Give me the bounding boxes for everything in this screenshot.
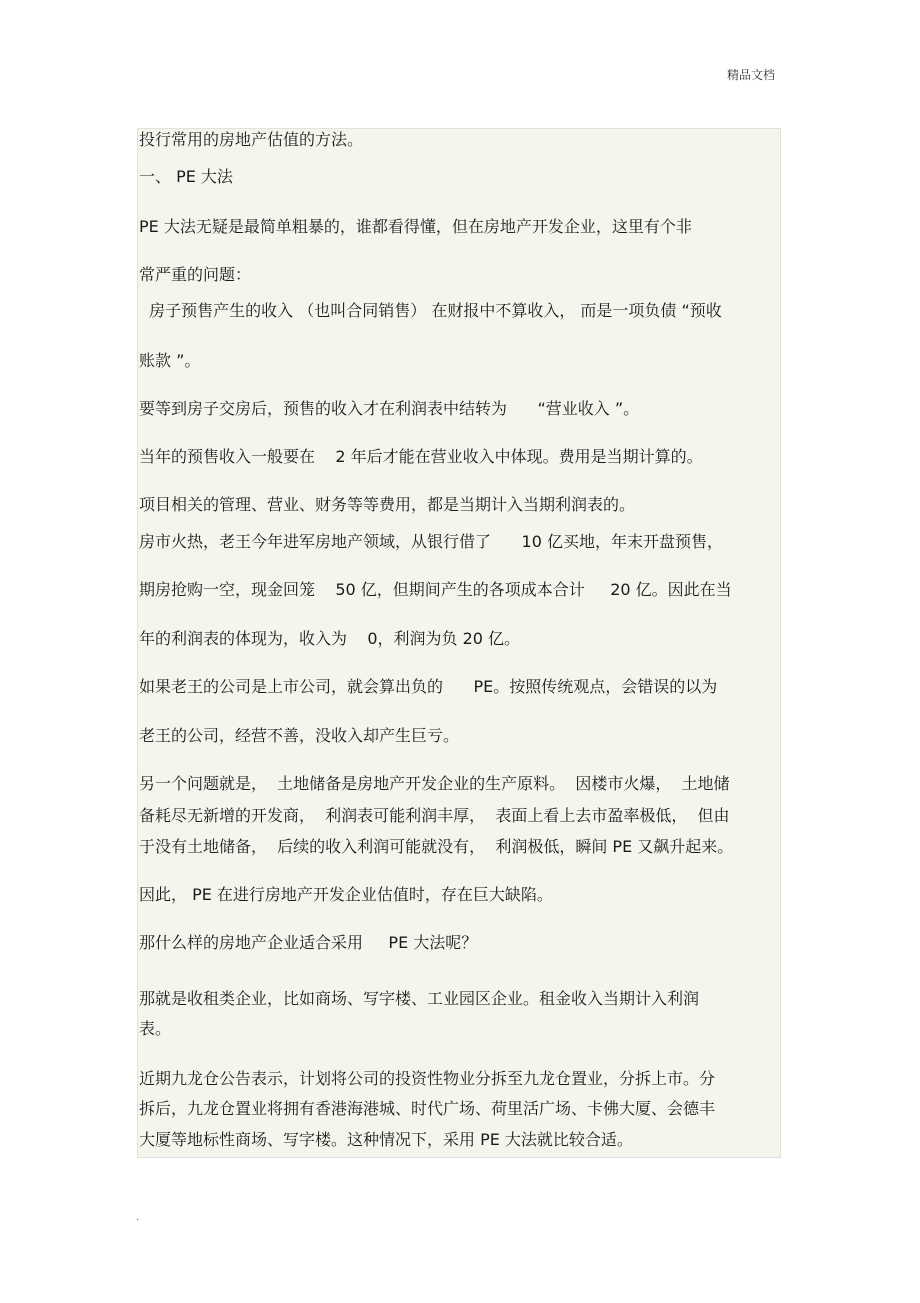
text-line: 因此， PE 在进行房地产开发企业估值时，存在巨大缺陷。 — [139, 885, 553, 904]
text-line: 如果老王的公司是上市公司，就会算出负的 PE。按照传统观点，会错误的以为 — [139, 677, 718, 696]
text-line: 常严重的问题： — [139, 265, 252, 284]
text-line: 另一个问题就是， 土地储备是房地产开发企业的生产原料。 因楼市火爆， 土地储 — [139, 774, 730, 793]
text-line: 于没有土地储备， 后续的收入利润可能就没有， 利润极低，瞬间 PE 又飙升起来。 — [139, 837, 734, 856]
text-line: 近期九龙仓公告表示，计划将公司的投资性物业分拆至九龙仓置业，分拆上市。分 — [139, 1069, 716, 1088]
text-line: 项目相关的管理、营业、财务等等费用，都是当期计入当期利润表的。 — [139, 495, 636, 514]
text-line: 大厦等地标性商场、写字楼。这种情况下，采用 PE 大法就比较合适。 — [139, 1130, 633, 1149]
text-line: 拆后，九龙仓置业将拥有香港海港城、时代广场、荷里活广场、卡佛大厦、会德丰 — [139, 1099, 716, 1118]
text-line: 表。 — [139, 1019, 172, 1038]
text-line: 账款 ”。 — [139, 351, 201, 370]
text-line: 那就是收租类企业，比如商场、写字楼、工业园区企业。租金收入当期计入利润 — [139, 989, 700, 1008]
text-line: 老王的公司，经营不善，没收入却产生巨亏。 — [139, 726, 460, 745]
text-line: 房市火热，老王今年进军房地产领域，从银行借了 10 亿买地，年末开盘预售， — [139, 532, 723, 551]
text-line: 一、 PE 大法 — [139, 167, 233, 186]
text-line: 期房抢购一空，现金回笼 50 亿，但期间产生的各项成本合计 20 亿。因此在当 — [139, 580, 732, 599]
text-line: PE 大法无疑是最简单粗暴的，谁都看得懂，但在房地产开发企业，这里有个非 — [139, 217, 692, 236]
text-line: 当年的预售收入一般要在 2 年后才能在营业收入中体现。费用是当期计算的。 — [139, 447, 703, 466]
text-line: 要等到房子交房后，预售的收入才在利润表中结转为 “营业收入 ”。 — [139, 399, 640, 418]
text-line: 备耗尽无新增的开发商， 利润表可能利润丰厚， 表面上看上去市盈率极低， 但由 — [139, 806, 730, 825]
footer-dot: . — [136, 1212, 140, 1223]
text-line: 投行常用的房地产估值的方法。 — [139, 130, 364, 149]
text-line: 房子预售产生的收入 （也叫合同销售） 在财报中不算收入， 而是一项负债 “预收 — [139, 301, 722, 320]
text-line: 年的利润表的体现为，收入为 0，利润为负 20 亿。 — [139, 629, 521, 648]
text-line: 那什么样的房地产企业适合采用 PE 大法呢？ — [139, 933, 478, 952]
page-header-label: 精品文档 — [726, 68, 775, 82]
